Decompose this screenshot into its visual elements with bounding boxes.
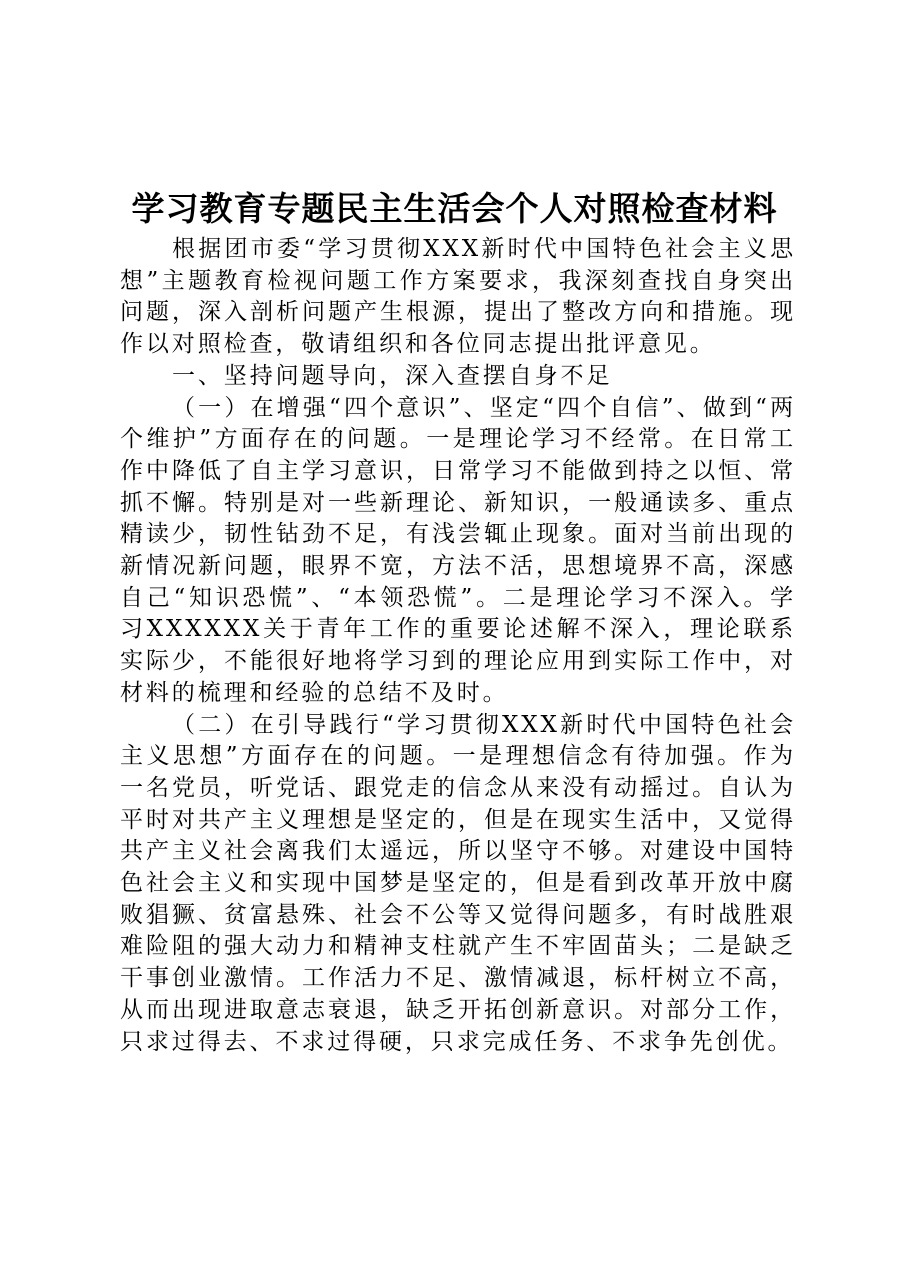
- document-title: 学习教育专题民主生活会个人对照检查材料: [131, 189, 778, 228]
- section-heading: 一、坚持问题导向，深入查摆自身不足: [172, 362, 613, 389]
- subsection-paragraph-2: （二）在引导践行“学习贯彻XXX新时代中国特色社会主义思想”方面存在的问题。一是理想信念有待加强。作为一名党员，听党话、跟党走的信念从来没有动摇过。自认为平时对共产主义理想是坚定的，但是在现实生活中，又觉得共产主义社会离我们太遥远，所以坚守不够。对建设中国特色社会主义和实现中国梦是坚定的，但是看到改革开放中腐败猖獗、贫富悬殊、社会不公等又觉得问题多，有时战胜艰难险阻的强大动力和精神支柱就产生不牢固苗头；二是缺乏干事创业激情。工作活力不足、激情减退，标杆树立不高，从而出现进取意志衰退，缺乏开拓创新意识。对部分工作，只求过得去、不求过得硬，只求完成任务、不求争先创优。: [120, 711, 796, 1055]
- subsection-paragraph-1: （一）在增强“四个意识”、坚定“四个自信”、做到“两个维护”方面存在的问题。一是理论学习不经常。在日常工作中降低了自主学习意识，日常学习不能做到持之以恒、常抓不懈。特别是对一些新理论、新知识，一般通读多、重点精读少，韧性钻劲不足，有浅尝辄止现象。面对当前出现的新情况新问题，眼界不宽，方法不活，思想境界不高，深感自己“知识恐慌”、“本领恐慌”。二是理论学习不深入。学习XXXXXX关于青年工作的重要论述解不深入，理论联系实际少，不能很好地将学习到的理论应用到实际工作中，对材料的梳理和经验的总结不及时。: [120, 394, 796, 706]
- document-body: [120, 234, 796, 1058]
- intro-paragraph: 根据团市委“学习贯彻XXX新时代中国特色社会主义思想”主题教育检视问题工作方案要求，我深刻查找自身突出问题，深入剖析问题产生根源，提出了整改方向和措施。现作以对照检查，敬请组织和各位同志提出批评意见。: [120, 236, 796, 358]
